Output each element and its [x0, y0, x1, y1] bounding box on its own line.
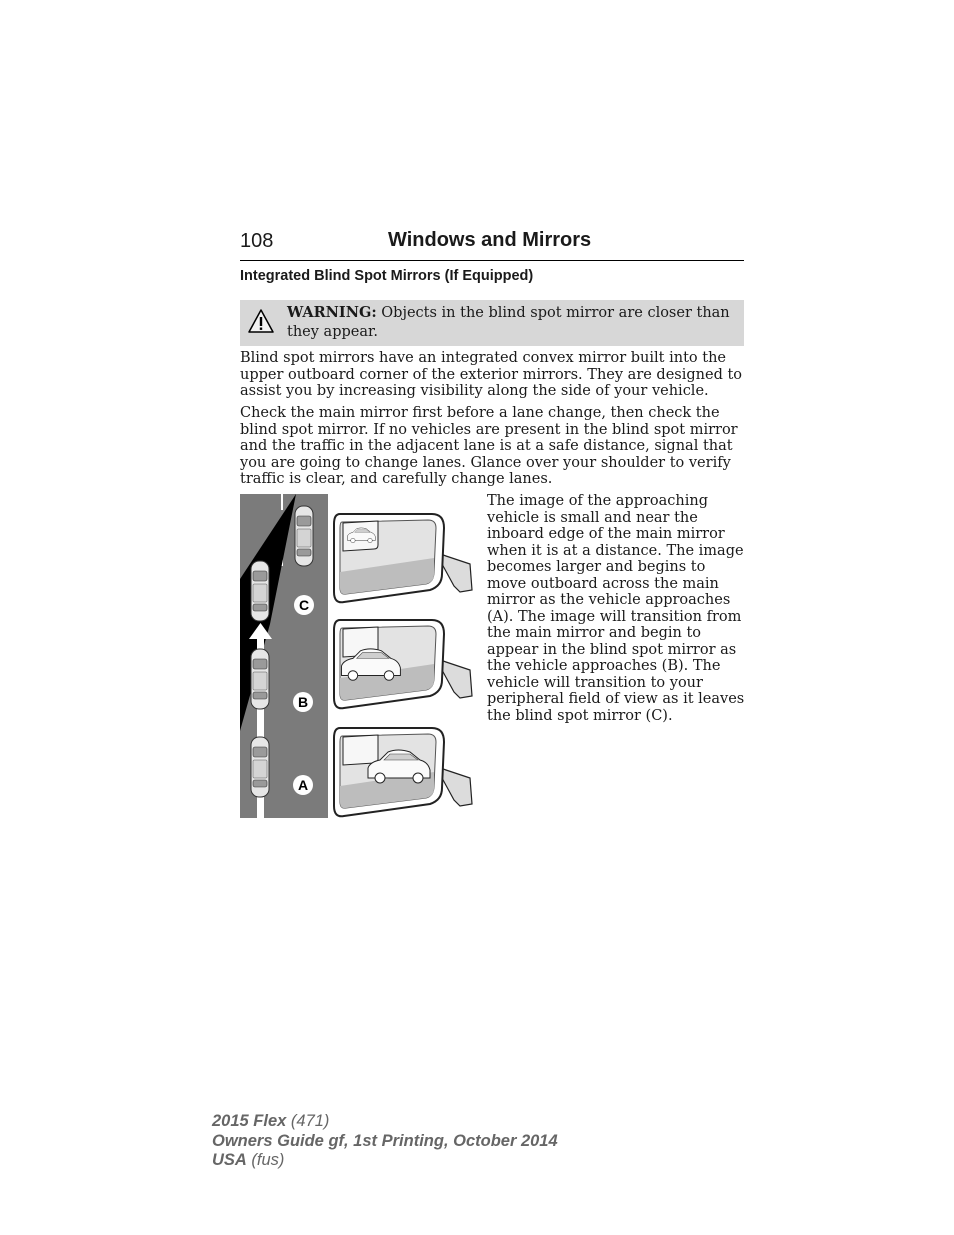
warning-box	[240, 300, 744, 346]
body-paragraph-lane-change: Check the main mirror first before a lane change, then check the blind spot mirror. If no vehicles are present in the blind spot mirror and the traffic in the adjacent lane is at a safe distance, signal that you are going to change lanes. Glance over your shoulder to verify traffic is clear, and carefully change lanes.	[240, 405, 738, 487]
footer-model-line	[212, 1112, 558, 1132]
footer-model-code: (471)	[286, 1112, 330, 1130]
warning-text	[287, 303, 739, 342]
page-footer	[212, 1112, 558, 1171]
blind-spot-mirror-illustration	[240, 494, 480, 828]
section-title: Integrated Blind Spot Mirrors (If Equipped)	[240, 268, 534, 284]
page-header	[240, 228, 744, 261]
footer-region-line	[212, 1151, 558, 1171]
footer-region-code: (fus)	[246, 1151, 285, 1169]
footer-region: USA	[212, 1151, 247, 1169]
position-label-b: B	[297, 694, 309, 710]
page-number: 108	[240, 230, 274, 252]
warning-label: WARNING:	[287, 304, 377, 321]
position-label-c: C	[298, 597, 310, 613]
chapter-title: Windows and Mirrors	[388, 229, 592, 251]
footer-guide: Owners Guide gf, 1st Printing, October 2014	[212, 1131, 558, 1150]
footer-model: 2015 Flex	[212, 1112, 287, 1130]
body-paragraph-intro: Blind spot mirrors have an integrated convex mirror built into the upper outboard corner of the exterior mirrors. They are designed to assist you by increasing visibility along the side of your vehicle.	[240, 350, 743, 399]
warning-message: Objects in the blind spot mirror are closer than they appear.	[287, 305, 730, 340]
position-label-a: A	[297, 777, 309, 793]
warning-triangle-icon	[248, 308, 274, 334]
body-paragraph-figure-description: The image of the approaching vehicle is small and near the inboard edge of the main mirror when it is at a distance. The image becomes larger and begins to move outboard across the main mirror as the vehicle approaches (A). The image will transition from the main mirror and begin to appear in the blind spot mirror as the vehicle approaches (B). The vehicle will transition to your peripheral field of view as it leaves the blind spot mirror (C).	[487, 493, 745, 724]
